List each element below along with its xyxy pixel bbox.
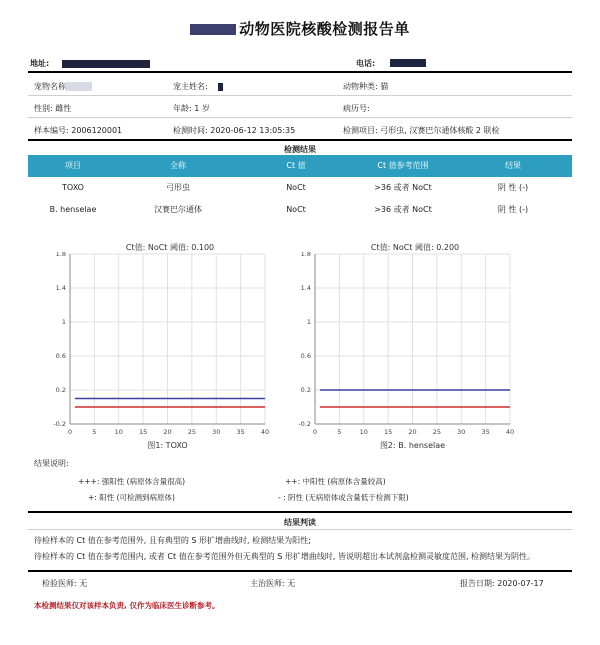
judgement-line: 待检样本的 Ct 值在参考范围内, 或者 Ct 值在参考范围外但无典型的 S 形扩增曲线时, 皆说明超出本试剂盒检测灵敏度范围, 检测结果为阴性。 bbox=[34, 552, 536, 561]
divider bbox=[28, 529, 572, 530]
table-row bbox=[28, 199, 572, 221]
divider bbox=[28, 95, 572, 96]
cell-full-name: 弓形虫 bbox=[166, 183, 190, 192]
y-tick-label: 1.4 bbox=[55, 284, 66, 292]
y-tick-label: 0.2 bbox=[55, 386, 66, 394]
y-tick-label: -0.2 bbox=[53, 420, 66, 428]
redacted-address bbox=[62, 60, 150, 68]
legend-item: +: 阳性 (可检测到病原体) bbox=[88, 493, 175, 502]
legend-item: +++: 强阳性 (病原体含量很高) bbox=[78, 477, 185, 486]
age-field: 年龄: 1 岁 bbox=[173, 104, 210, 113]
legend-item: ++: 中阳性 (病原体含量较高) bbox=[285, 477, 386, 486]
sex-field: 性别: 雌性 bbox=[34, 104, 72, 113]
x-tick-label: 20 bbox=[408, 428, 417, 436]
y-tick-label: 0.6 bbox=[55, 352, 66, 360]
owner-field: 宠主姓名: bbox=[173, 81, 223, 92]
chart-caption: 图1: TOXO bbox=[147, 441, 188, 450]
chart-2-title: Ct值: NoCt 阈值: 0.200 bbox=[370, 243, 460, 252]
divider bbox=[28, 139, 572, 141]
inspector-label: 检验医师: 无 bbox=[42, 579, 88, 588]
chart-1 bbox=[40, 252, 280, 452]
cell-range: >36 或者 NoCt bbox=[374, 205, 432, 214]
x-tick-label: 0 bbox=[67, 428, 73, 436]
x-tick-label: 35 bbox=[236, 428, 245, 436]
cell-ct: NoCt bbox=[286, 183, 306, 192]
y-tick-label: 1 bbox=[61, 318, 66, 326]
x-tick-label: 10 bbox=[359, 428, 368, 436]
redacted-hospital-name bbox=[190, 24, 236, 35]
chart-caption: 图2: B. henselae bbox=[379, 441, 446, 450]
x-tick-label: 5 bbox=[92, 428, 97, 436]
y-tick-label: 1.8 bbox=[300, 252, 311, 258]
y-tick-label: 1 bbox=[306, 318, 311, 326]
x-tick-label: 25 bbox=[187, 428, 197, 436]
x-tick-label: 30 bbox=[212, 428, 221, 436]
cell-ct: NoCt bbox=[286, 205, 306, 214]
x-tick-label: 25 bbox=[432, 428, 442, 436]
cell-range: >36 或者 NoCt bbox=[374, 183, 432, 192]
column-header: 全称 bbox=[170, 161, 186, 170]
column-header: 结果 bbox=[505, 161, 521, 170]
table-row bbox=[28, 177, 572, 199]
x-tick-label: 10 bbox=[114, 428, 123, 436]
x-tick-label: 40 bbox=[505, 428, 515, 436]
chart-1-title: Ct值: NoCt 阈值: 0.100 bbox=[125, 243, 215, 252]
column-header: 项目 bbox=[65, 161, 81, 170]
x-tick-label: 20 bbox=[163, 428, 172, 436]
cell-result: 阴 性 (-) bbox=[497, 205, 529, 214]
x-tick-label: 5 bbox=[337, 428, 342, 436]
record-field: 病历号: bbox=[343, 104, 370, 113]
results-table-header bbox=[28, 155, 572, 177]
phone-label: 电话: bbox=[356, 59, 376, 68]
results-section-title: 检测结果 bbox=[284, 145, 316, 154]
time-field: 检测时间: 2020-06-12 13:05:35 bbox=[173, 126, 296, 135]
x-tick-label: 30 bbox=[457, 428, 466, 436]
divider bbox=[28, 117, 572, 118]
cell-item: B. henselae bbox=[49, 205, 97, 214]
x-tick-label: 15 bbox=[138, 428, 148, 436]
report-date: 报告日期: 2020-07-17 bbox=[460, 579, 544, 588]
judgement-line: 待检样本的 Ct 值在参考范围外, 且有典型的 S 形扩增曲线时, 检测结果为阳性; bbox=[34, 536, 311, 545]
divider bbox=[28, 71, 572, 73]
x-tick-label: 40 bbox=[260, 428, 270, 436]
address-label: 地址: bbox=[30, 59, 50, 68]
redacted-phone bbox=[390, 59, 426, 67]
y-tick-label: -0.2 bbox=[298, 420, 311, 428]
x-tick-label: 15 bbox=[383, 428, 393, 436]
chart-2 bbox=[285, 252, 525, 452]
cell-result: 阴 性 (-) bbox=[497, 183, 529, 192]
sample-field: 样本编号: 2006120001 bbox=[34, 126, 123, 135]
x-tick-label: 35 bbox=[481, 428, 490, 436]
y-tick-label: 0.6 bbox=[300, 352, 311, 360]
legend-item: - : 阴性 (无病原体或含量低于检测下限) bbox=[278, 493, 409, 502]
item-field: 检测项目: 弓形虫, 汉赛巴尔通体核酸 2 联检 bbox=[343, 126, 500, 135]
disclaimer-note: 本检测结果仅对该样本负责, 仅作为临床医生诊断参考。 bbox=[34, 601, 220, 610]
y-tick-label: 1.8 bbox=[55, 252, 66, 258]
divider bbox=[28, 570, 572, 572]
report-title: 动物医院核酸检测报告单 bbox=[0, 18, 600, 39]
divider bbox=[28, 511, 572, 513]
cell-item: TOXO bbox=[62, 183, 84, 192]
y-tick-label: 1.4 bbox=[300, 284, 311, 292]
address-row bbox=[30, 58, 572, 69]
y-tick-label: 0.2 bbox=[300, 386, 311, 394]
column-header: Ct 值 bbox=[286, 161, 306, 170]
pet-name-field: 宠物名称 bbox=[34, 81, 92, 92]
species-field: 动物种类: 猫 bbox=[343, 82, 389, 91]
x-tick-label: 0 bbox=[312, 428, 318, 436]
column-header: Ct 值参考范围 bbox=[377, 161, 429, 170]
legend-title: 结果说明: bbox=[34, 459, 69, 468]
cell-full-name: 汉赛巴尔通体 bbox=[154, 205, 202, 214]
judgement-section-title: 结果判读 bbox=[284, 518, 316, 527]
doctor-label: 主治医师: 无 bbox=[250, 579, 296, 588]
